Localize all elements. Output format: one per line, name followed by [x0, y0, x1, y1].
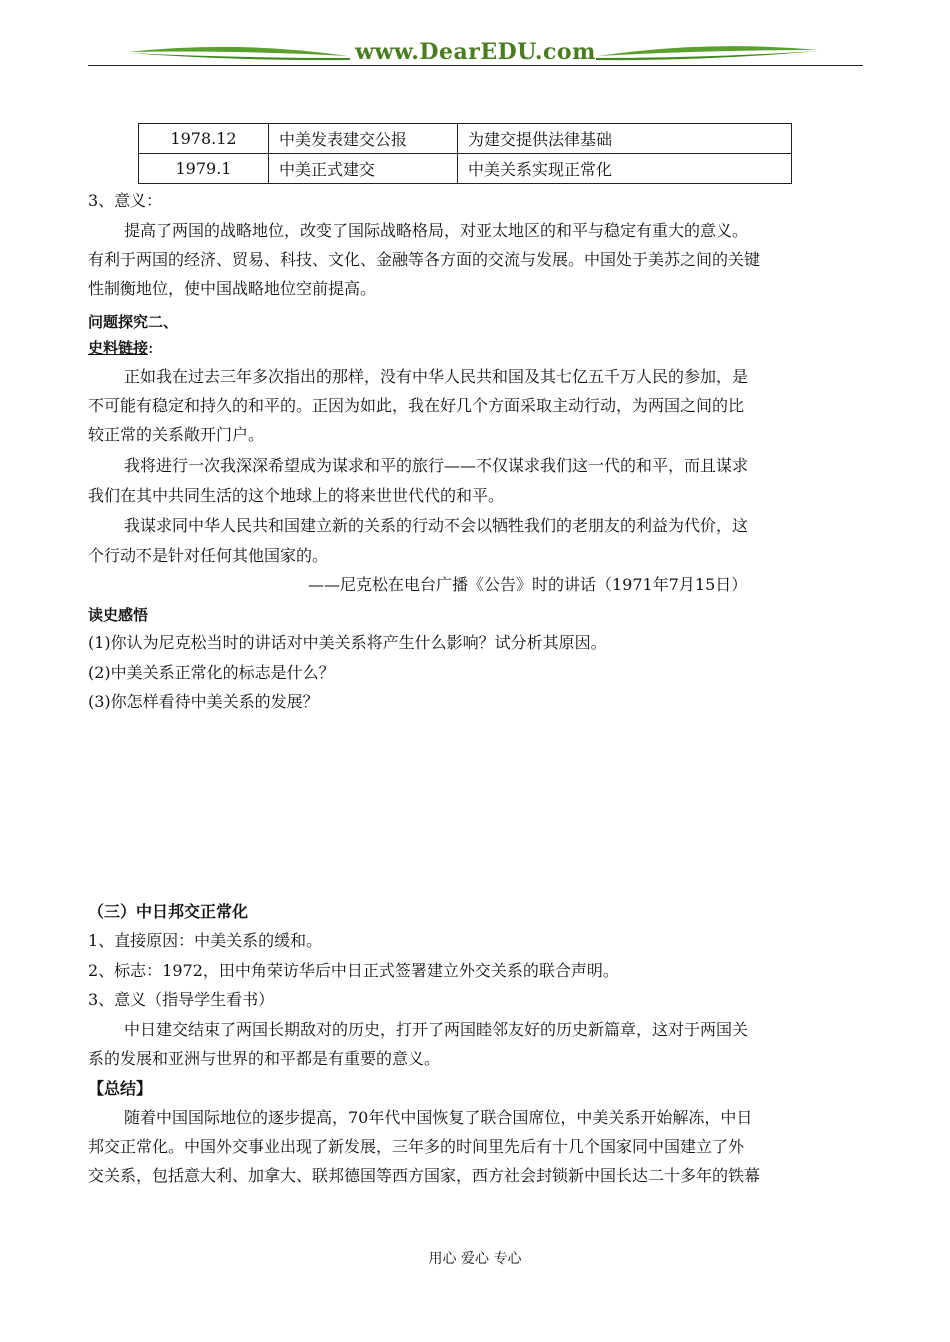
quote-line: 个行动不是针对任何其他国家的。 — [88, 546, 329, 565]
quote-line: 不可能有稳定和持久的和平的。正因为如此，我在好几个方面采取主动行动，为两国之间的比 — [88, 396, 745, 415]
paragraph-line: 1、直接原因：中美关系的缓和。 — [88, 931, 323, 950]
table-cell-meaning: 为建交提供法律基础 — [458, 124, 792, 154]
page-header — [88, 38, 863, 68]
paragraph-line: 系的发展和亚洲与世界的和平都是有重要的意义。 — [88, 1049, 441, 1068]
table-cell-meaning: 中美关系实现正常化 — [458, 154, 792, 184]
question-item: (3)你怎样看待中美关系的发展？ — [88, 692, 319, 711]
quote-line: 较正常的关系敞开门户。 — [88, 425, 265, 444]
significance-heading: 3、意义： — [88, 191, 163, 210]
paragraph-line: 随着中国国际地位的逐步提高，70年代中国恢复了联合国席位，中美关系开始解冻，中日 — [124, 1108, 753, 1127]
page-footer: 用心 爱心 专心 — [428, 1251, 522, 1267]
quote-line: 我谋求同中华人民共和国建立新的关系的行动不会以牺牲我们的老朋友的利益为代价，这 — [124, 516, 749, 535]
question-item: (2)中美关系正常化的标志是什么？ — [88, 663, 335, 682]
paragraph-line: 中日建交结束了两国长期敌对的历史，打开了两国睦邻友好的历史新篇章，这对于两国关 — [124, 1020, 749, 1039]
paragraph-line: 3、意义（指导学生看书） — [88, 990, 275, 1009]
quote-attribution: ——尼克松在电台广播《公告》时的讲话（1971年7月15日） — [308, 575, 748, 594]
table-cell-event: 中美发表建交公报 — [269, 124, 458, 154]
timeline-table — [138, 123, 792, 184]
logo-text: www.DearEDU.com — [355, 39, 596, 65]
question-item: (1)你认为尼克松当时的讲话对中美关系将产生什么影响？试分析其原因。 — [88, 633, 607, 652]
quote-line: 我将进行一次我深深希望成为谋求和平的旅行——不仅谋求我们这一代的和平，而且谋求 — [124, 456, 749, 475]
paragraph-line: 邦交正常化。中国外交事业出现了新发展，三年多的时间里先后有十几个国家同中国建立了外 — [88, 1137, 745, 1156]
reflection-heading: 读史感悟 — [88, 606, 149, 624]
paragraph-line: 性制衡地位，使中国战略地位空前提高。 — [88, 279, 377, 298]
paragraph-line: 有利于两国的经济、贸易、科技、文化、金融等各方面的交流与发展。中国处于美苏之间的关键 — [88, 250, 761, 269]
source-label-line: 史料链接: — [88, 338, 154, 357]
header-rule — [88, 65, 863, 66]
section-heading-q2: 问题探究二、 — [88, 313, 179, 331]
summary-heading: 【总结】 — [88, 1079, 153, 1098]
section-heading-3: （三）中日邦交正常化 — [88, 902, 249, 921]
table-cell-date: 1979.1 — [139, 154, 269, 184]
paragraph-line: 提高了两国的战略地位，改变了国际战略格局，对亚太地区的和平与稳定有重大的意义。 — [124, 221, 749, 240]
table-row — [139, 154, 792, 184]
table-cell-event: 中美正式建交 — [269, 154, 458, 184]
quote-line: 我们在其中共同生活的这个地球上的将来世世代代的和平。 — [88, 486, 505, 505]
paragraph-line: 交关系，包括意大利、加拿大、联邦德国等西方国家，西方社会封锁新中国长达二十多年的铁幕 — [88, 1166, 761, 1185]
table-row — [139, 124, 792, 154]
source-label: 史料链接 — [88, 339, 149, 357]
quote-line: 正如我在过去三年多次指出的那样，没有中华人民共和国及其七亿五千万人民的参加，是 — [124, 367, 749, 386]
paragraph-line: 2、标志：1972，田中角荣访华后中日正式签署建立外交关系的联合声明。 — [88, 961, 619, 980]
table-cell-date: 1978.12 — [139, 124, 269, 154]
